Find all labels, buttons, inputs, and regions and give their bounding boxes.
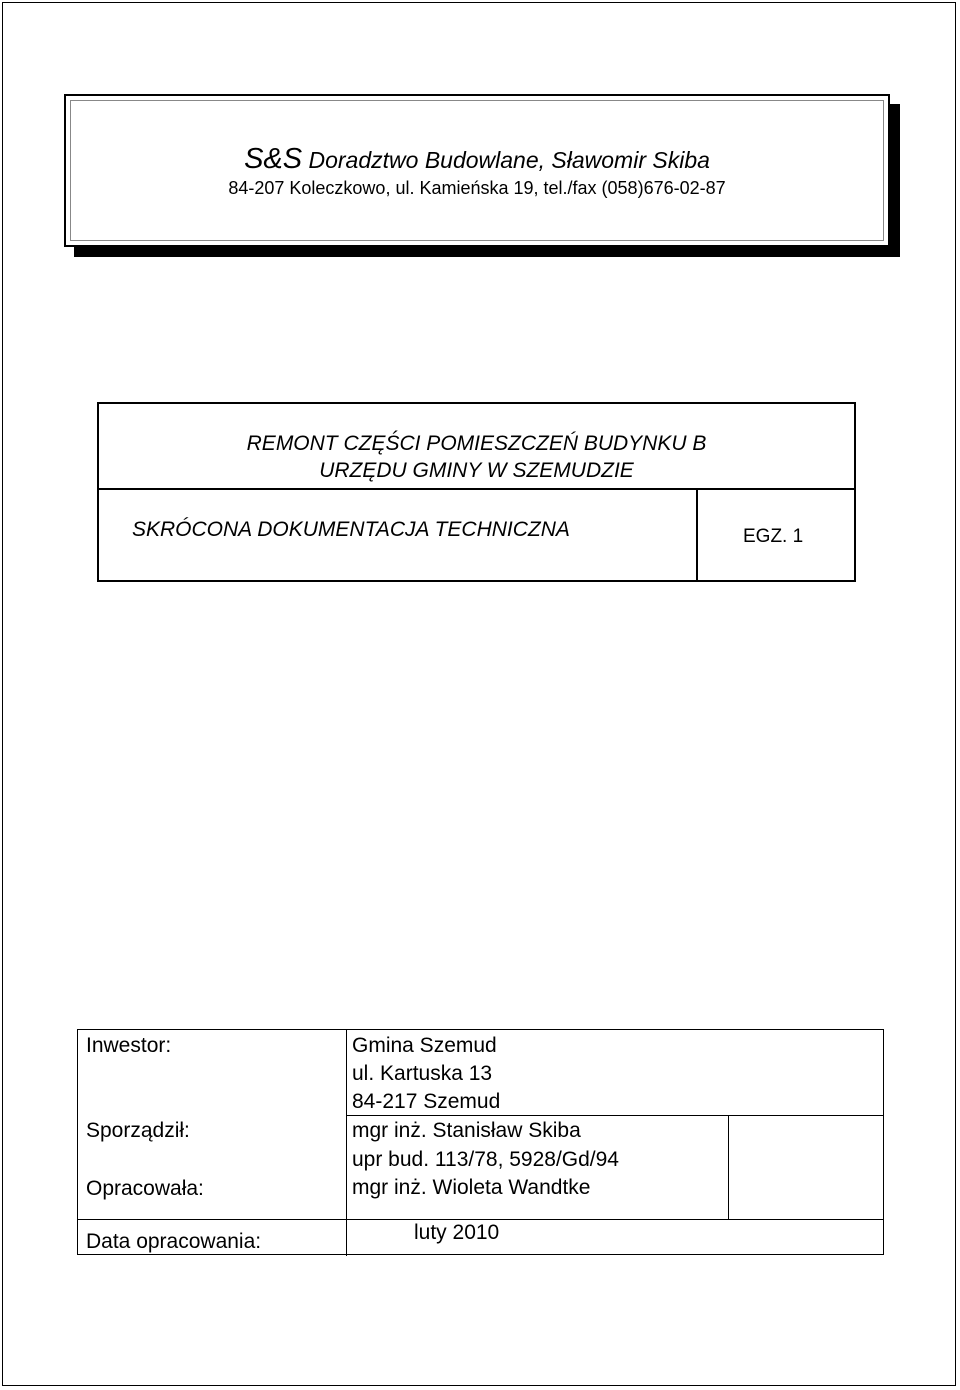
- info-row-divider-1: [346, 1115, 883, 1116]
- date-value: luty 2010: [414, 1221, 500, 1244]
- company-name-line: [71, 143, 883, 176]
- company-name: Doradztwo Budowlane, Sławomir Skiba: [302, 147, 710, 173]
- title-cell: [99, 404, 854, 490]
- prepared-by-name: mgr inż. Stanisław Skiba: [352, 1119, 581, 1142]
- project-title-line2: URZĘDU GMINY W SZEMUDZIE: [319, 459, 634, 482]
- prepared-by-label: Sporządził:: [86, 1119, 190, 1142]
- info-column-divider: [346, 1030, 347, 1256]
- title-table: [97, 402, 856, 582]
- company-address: 84-207 Koleczkowo, ul. Kamieńska 19, tel./fax (058)676-02-87: [228, 178, 726, 198]
- investor-name: Gmina Szemud: [352, 1034, 497, 1057]
- investor-label: Inwestor:: [86, 1034, 172, 1057]
- investor-city: 84-217 Szemud: [352, 1090, 501, 1113]
- date-label: Data opracowania:: [86, 1230, 262, 1253]
- project-title-line1: REMONT CZĘŚCI POMIESZCZEŃ BUDYNKU B: [246, 432, 707, 455]
- investor-street: ul. Kartuska 13: [352, 1062, 493, 1085]
- prepared-by-license: upr bud. 113/78, 5928/Gd/94: [352, 1148, 619, 1171]
- company-header: [64, 94, 890, 247]
- company-header-inner: [70, 100, 884, 241]
- document-type-cell: [99, 488, 698, 580]
- info-column-divider-right: [728, 1115, 729, 1219]
- company-brand: S&S: [244, 143, 303, 175]
- compiled-by-label: Opracowała:: [86, 1177, 204, 1200]
- compiled-by-name: mgr inż. Wioleta Wandtke: [352, 1176, 591, 1199]
- info-table: [77, 1029, 884, 1255]
- info-row-divider-2: [78, 1219, 883, 1220]
- copy-number: EGZ. 1: [743, 526, 804, 547]
- document-type: SKRÓCONA DOKUMENTACJA TECHNICZNA: [132, 518, 570, 541]
